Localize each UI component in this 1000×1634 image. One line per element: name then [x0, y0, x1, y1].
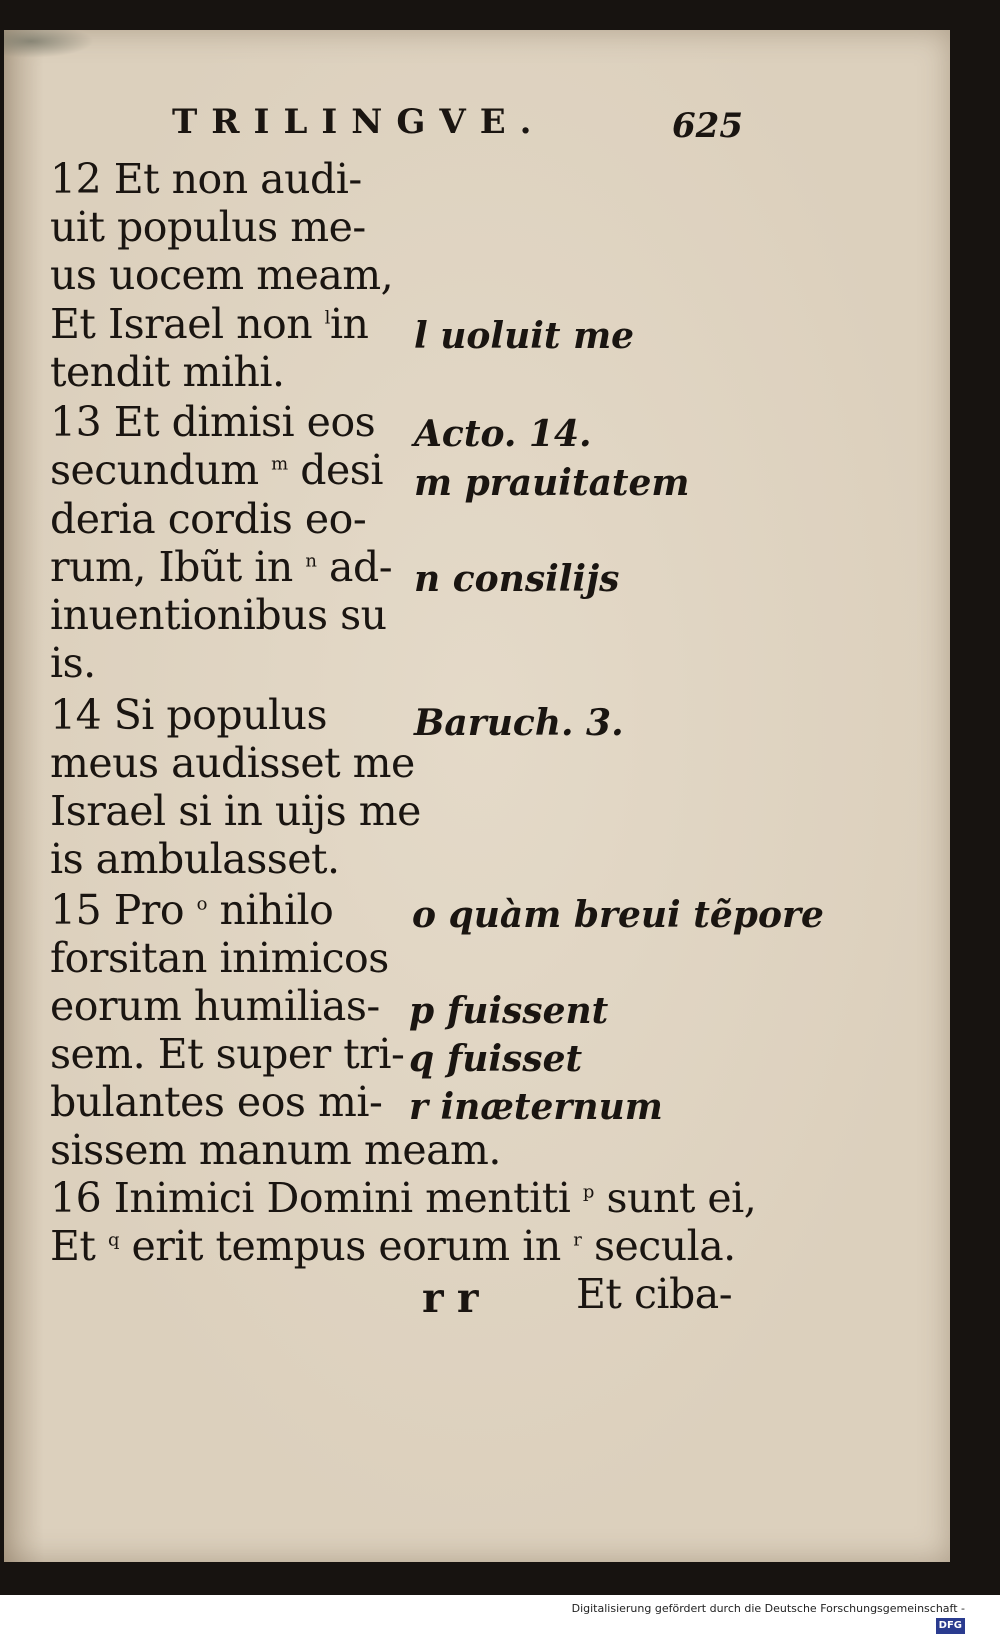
text-line: meus audisset me	[50, 739, 415, 787]
text-line: Et $^q$ erit tempus eorum in $^r$ secula.	[50, 1222, 736, 1270]
running-title: TRILINGVE.	[172, 102, 546, 142]
catchword: Et ciba-	[576, 1270, 733, 1318]
text-line: bulantes eos mi-	[50, 1078, 383, 1126]
text-line: deria cordis eo-	[50, 495, 367, 543]
gloss-note: Baruch. 3.	[414, 702, 624, 744]
gloss-note: n consilijs	[414, 558, 620, 600]
gloss-note: r inæternum	[409, 1086, 663, 1128]
text-line: secundum $^m$ desi	[50, 446, 383, 494]
text-line: is ambulasset.	[50, 835, 340, 883]
text-line: forsitan inimicos	[50, 934, 389, 982]
text-line: inuentionibus su	[50, 591, 387, 639]
credit-text: Digitalisierung gefördert durch die Deutsche Forschungsgemeinschaft -	[571, 1602, 965, 1615]
digitization-credit	[560, 1601, 965, 1631]
text-line: 16 Inimici Domini mentiti $^p$ sunt ei,	[50, 1174, 757, 1222]
text-line: us uocem meam,	[50, 251, 394, 299]
text-line: Et Israel non $^l$in	[50, 300, 369, 348]
text-line: 13 Et dimisi eos	[50, 398, 376, 446]
book-page	[4, 30, 950, 1562]
text-line: is.	[50, 639, 96, 687]
text-line: eorum humilias-	[50, 982, 380, 1030]
text-line: sissem manum meam.	[50, 1126, 501, 1174]
gloss-note: o quàm breui tẽpore	[412, 894, 824, 936]
gloss-note: p fuissent	[409, 990, 609, 1032]
dfg-logo: DFG	[936, 1618, 965, 1634]
text-line: 14 Si populus	[50, 691, 328, 739]
text-line: 12 Et non audi-	[50, 155, 362, 203]
text-line: 15 Pro $^o$ nihilo	[50, 886, 334, 934]
gloss-note: m prauitatem	[414, 462, 690, 504]
gloss-note: l uoluit me	[414, 315, 635, 357]
text-line: sem. Et super tri-	[50, 1030, 405, 1078]
text-line: rum, Ibũt in $^n$ ad-	[50, 543, 393, 591]
gloss-note: q fuisset	[409, 1038, 583, 1080]
text-line: uit populus me-	[50, 203, 366, 251]
gloss-note: Acto. 14.	[414, 413, 592, 455]
text-line: tendit mihi.	[50, 348, 285, 396]
page-number: 625	[672, 106, 743, 146]
signature-mark: r r	[422, 1274, 478, 1322]
text-line: Israel si in uijs me	[50, 787, 421, 835]
page-stain	[4, 30, 94, 58]
